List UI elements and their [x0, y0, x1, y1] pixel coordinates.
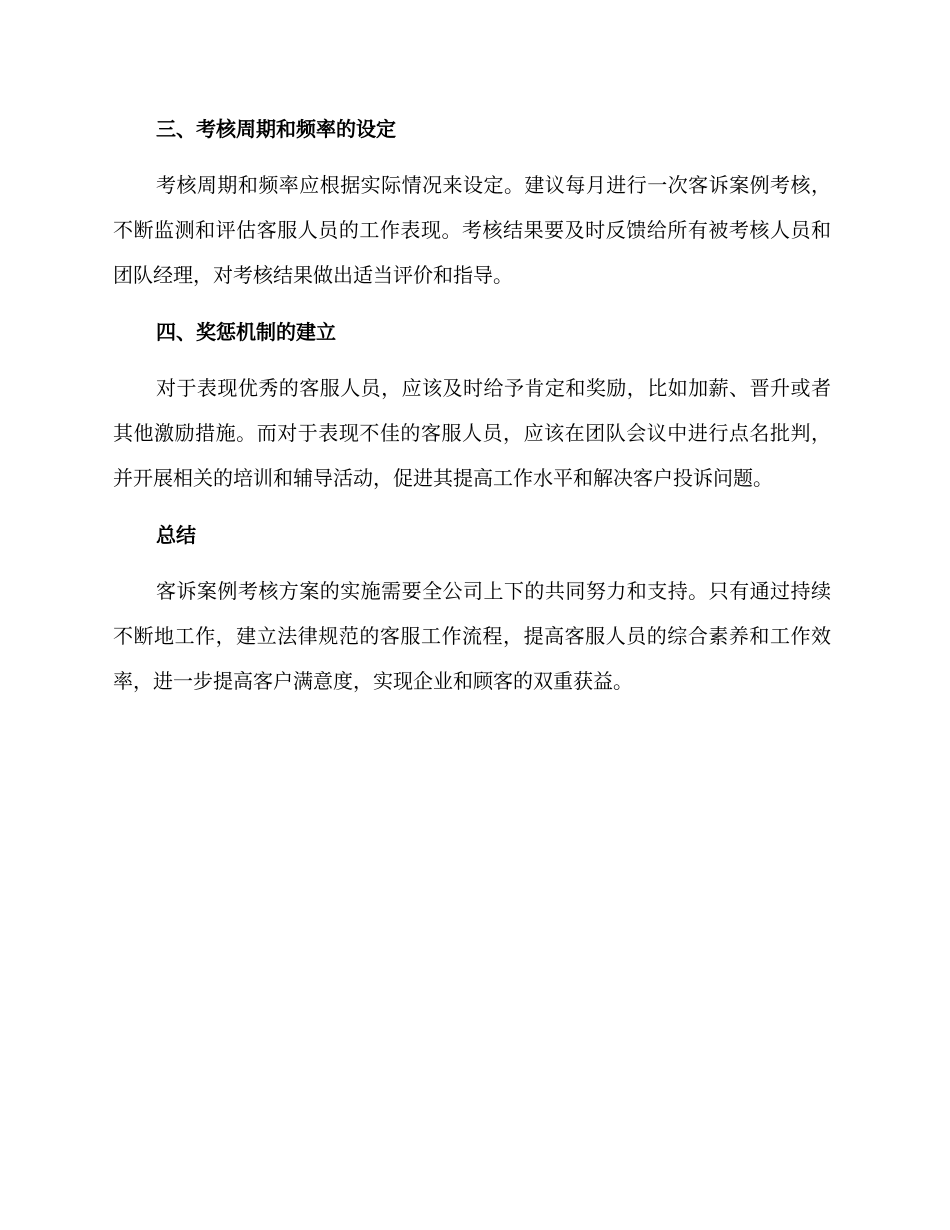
section-paragraph-rewards-penalties: 对于表现优秀的客服人员，应该及时给予肯定和奖励，比如加薪、晋升或者其他激励措施。而对于表现不佳的客服人员，应该在团队会议中进行点名批判，并开展相关的培训和辅导活动，促进其提高工作水平和解决客户投诉问题。	[113, 376, 831, 490]
section-heading-summary: 总结	[156, 523, 196, 547]
document-body	[113, 107, 831, 704]
section-heading-assessment-cycle: 三、考核周期和频率的设定	[156, 117, 396, 141]
section-heading-rewards-penalties: 四、奖惩机制的建立	[156, 320, 336, 344]
section-paragraph-assessment-cycle: 考核周期和频率应根据实际情况来设定。建议每月进行一次客诉案例考核，不断监测和评估客服人员的工作表现。考核结果要及时反馈给所有被考核人员和团队经理，对考核结果做出适当评价和指导。	[113, 173, 831, 287]
section-paragraph-summary: 客诉案例考核方案的实施需要全公司上下的共同努力和支持。只有通过持续不断地工作，建立法律规范的客服工作流程，提高客服人员的综合素养和工作效率，进一步提高客户满意度，实现企业和顾客的双重获益。	[113, 579, 831, 693]
